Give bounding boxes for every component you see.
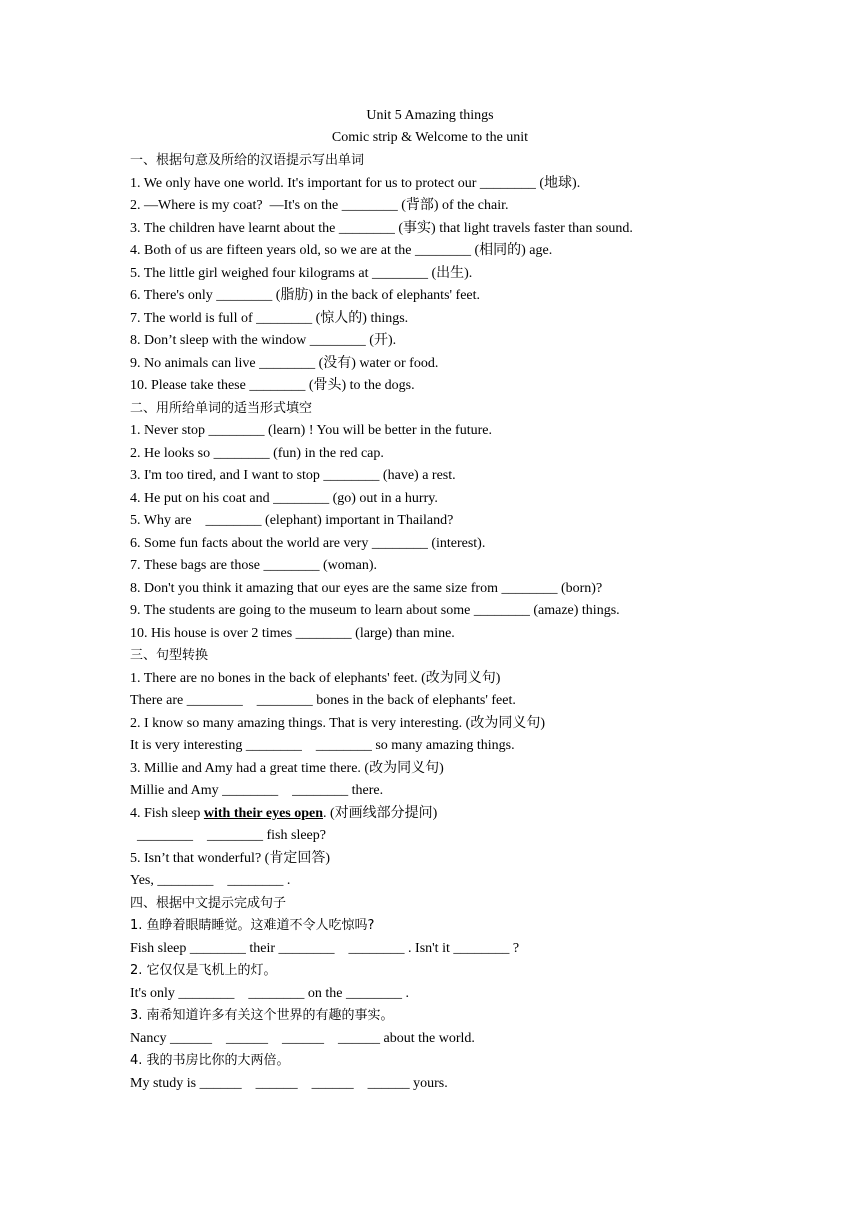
exercise-line: 6. There's only ________ (脂肪) in the back of elephants' feet.	[130, 288, 481, 303]
exercise-line: 5. Isn’t that wonderful? (肯定回答)	[130, 850, 330, 866]
exercise-line: 9. No animals can live ________ (没有) water or food.	[130, 355, 439, 371]
section-heading: 2. 它仅仅是飞机上的灯。	[130, 963, 277, 978]
page-subtitle: Comic strip & Welcome to the unit	[331, 130, 529, 145]
exercise-line: 5. Why are ________ (elephant) important in Thailand?	[130, 513, 454, 528]
exercise-list	[130, 150, 830, 1095]
exercise-line: 7. The world is full of ________ (惊人的) things.	[130, 310, 409, 326]
exercise-line: My study is ______ ______ ______ ______ yours.	[130, 1075, 448, 1091]
section-heading: 三、句型转换	[130, 648, 209, 663]
exercise-line: 10. Please take these ________ (骨头) to the dogs.	[130, 378, 415, 393]
section-heading: 4. 我的书房比你的大两倍。	[130, 1053, 290, 1068]
exercise-line: 3. The children have learnt about the ________ (事实) that light travels faster than sound.	[130, 220, 633, 236]
line-text: . (对画线部分提问)	[323, 805, 438, 821]
exercise-line: 1. There are no bones in the back of elephants' feet. (改为同义句)	[130, 670, 501, 686]
section-heading: 一、根据句意及所给的汉语提示写出单词	[130, 153, 365, 168]
exercise-line: 2. He looks so ________ (fun) in the red cap.	[130, 445, 384, 461]
exercise-line	[130, 803, 830, 826]
exercise-line: 3. Millie and Amy had a great time there. (改为同义句)	[130, 760, 444, 776]
exercise-line: 5. The little girl weighed four kilograms at ________ (出生).	[130, 265, 473, 281]
section-heading: 四、根据中文提示完成句子	[130, 895, 287, 911]
exercise-line: Fish sleep ________ their ________ ________ . Isn't it ________ ?	[130, 940, 520, 956]
exercise-line: 4. He put on his coat and ________ (go) out in a hurry.	[130, 490, 438, 506]
section-heading: 1. 鱼睁着眼睛睡觉。这难道不令人吃惊吗?	[130, 918, 375, 933]
exercise-line: Yes, ________ ________ .	[130, 873, 291, 888]
exercise-line: 2. —Where is my coat? —It's on the ________ (背部) of the chair.	[130, 198, 509, 213]
section-heading: 二、用所给单词的适当形式填空	[130, 400, 313, 416]
exercise-line: 3. I'm too tired, and I want to stop ________ (have) a rest.	[130, 468, 456, 483]
exercise-line: It is very interesting ________ ________ so many amazing things.	[130, 738, 515, 753]
page-title: Unit 5 Amazing things	[366, 108, 494, 123]
line-text: 4. Fish sleep	[130, 805, 204, 821]
exercise-line: It's only ________ ________ on the ________ .	[130, 985, 410, 1001]
exercise-line: 4. Both of us are fifteen years old, so we are at the ________ (相同的) age.	[130, 243, 553, 258]
section-heading: 3. 南希知道许多有关这个世界的有趣的事实。	[130, 1008, 394, 1023]
exercise-line: Nancy ______ ______ ______ ______ about the world.	[130, 1030, 475, 1046]
exercise-line: There are ________ ________ bones in the back of elephants' feet.	[130, 693, 516, 708]
exercise-line: ________ ________ fish sleep?	[130, 828, 326, 843]
underlined-phrase: with their eyes open	[203, 805, 324, 821]
exercise-line: 2. I know so many amazing things. That is very interesting. (改为同义句)	[130, 715, 546, 731]
exercise-line: 1. We only have one world. It's important for us to protect our ________ (地球).	[130, 175, 581, 191]
exercise-line: 7. These bags are those ________ (woman).	[130, 558, 378, 573]
exercise-line: 6. Some fun facts about the world are very ________ (interest).	[130, 535, 486, 551]
exercise-line: 9. The students are going to the museum to learn about some ________ (amaze) things.	[130, 603, 620, 618]
exercise-line: 10. His house is over 2 times ________ (large) than mine.	[130, 625, 455, 641]
exercise-line: 1. Never stop ________ (learn) ! You will be better in the future.	[130, 423, 492, 438]
exercise-line: 8. Don't you think it amazing that our eyes are the same size from ________ (born)?	[130, 580, 603, 596]
exercise-line: 8. Don’t sleep with the window ________ (开).	[130, 333, 397, 348]
exercise-line: Millie and Amy ________ ________ there.	[130, 783, 384, 798]
